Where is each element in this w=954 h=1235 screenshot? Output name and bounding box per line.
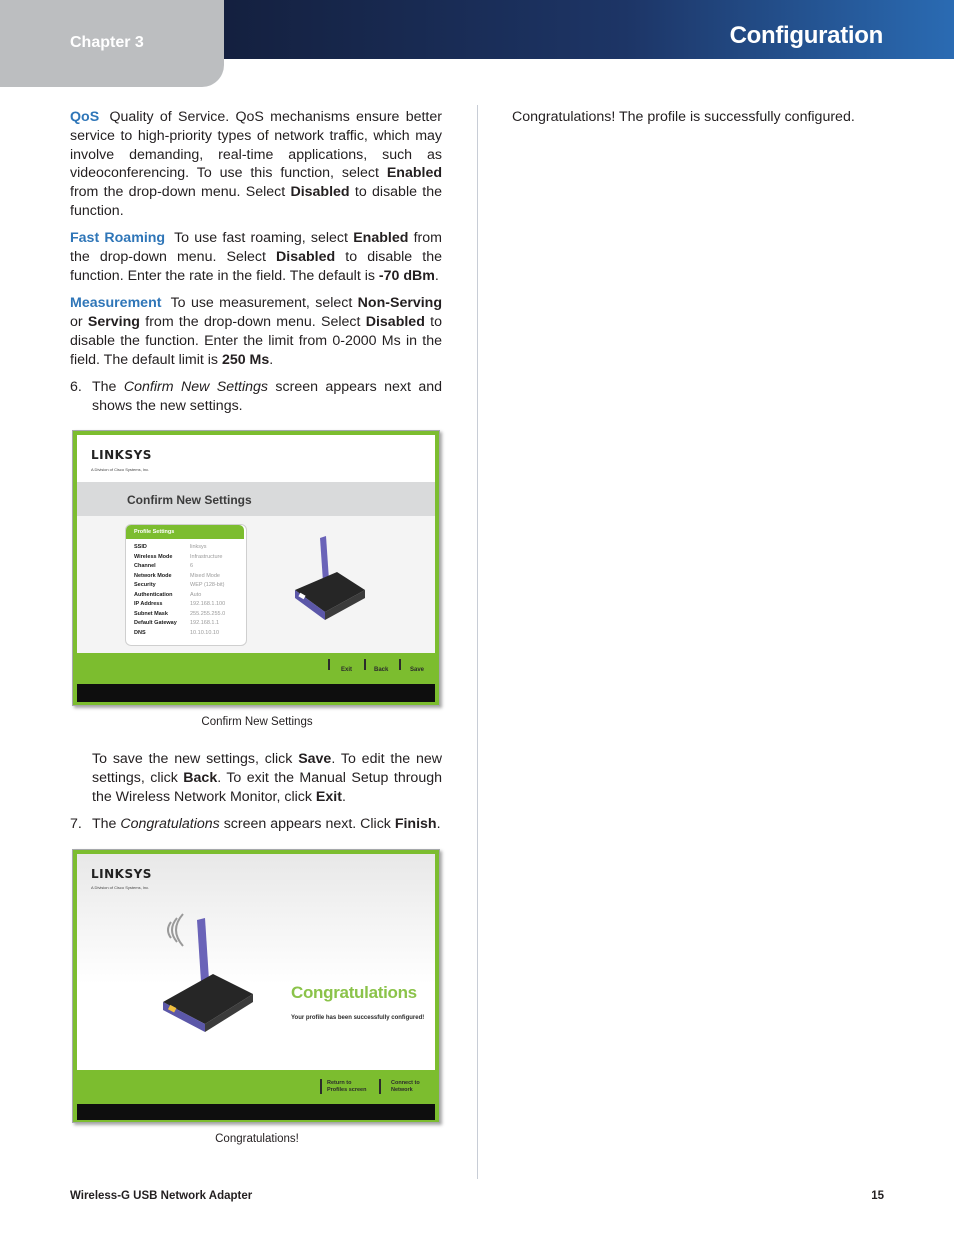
connect-line-1: Connect to — [391, 1079, 420, 1086]
congratulations-figure — [72, 849, 442, 1149]
step-7-screen-name: Congratulations — [120, 816, 220, 833]
screen-footer — [77, 653, 435, 680]
save-text-4: . — [341, 788, 346, 805]
button-separator — [328, 659, 330, 670]
congratulations-subtitle: Your profile has been successfully configured! — [291, 1014, 425, 1021]
step-6-text-1: The — [92, 378, 124, 395]
linksys-logo-sub: A Division of Cisco Systems, Inc. — [91, 884, 150, 890]
m-text-1: To use measurement, select — [170, 295, 358, 312]
page-title: Configuration — [729, 22, 883, 49]
profile-value: Mixed Mode — [190, 572, 220, 579]
profile-value: Auto — [190, 591, 202, 598]
qos-term: QoS — [70, 109, 100, 125]
save-text-1: To save the new settings, click — [92, 751, 299, 768]
step-6 — [70, 378, 442, 416]
fr-text-1: To use fast roaming, select — [174, 230, 354, 247]
profile-settings-card — [125, 524, 247, 646]
screen-title-bar — [77, 482, 435, 516]
profile-settings-header: Profile Settings — [126, 525, 244, 539]
save-instructions — [70, 750, 442, 806]
qos-text-1: Quality of Service. QoS mechanisms ensure better service to high-priority types of network traffic, which may involve demanding, real-time applications, such as videoconferencing. To use this function, select — [70, 109, 442, 182]
m-serving: Serving — [87, 313, 140, 330]
footer-product-name: Wireless-G USB Network Adapter — [70, 1190, 253, 1202]
fr-text-4: . — [434, 267, 439, 284]
chapter-tab — [0, 0, 224, 87]
usb-adapter-illustration — [277, 530, 377, 630]
m-text-4: to disable the function. Enter the limit from 0-2000 Ms in the field. The default limit is — [70, 313, 443, 368]
profile-key: Authentication — [134, 591, 173, 598]
confirm-settings-window — [77, 435, 435, 680]
step-6-text-2: screen appears next and shows the new settings. — [92, 378, 443, 414]
screen-bottom-bar — [77, 684, 435, 702]
return-to-profiles-button[interactable] — [327, 1080, 366, 1095]
finish-word: Finish — [394, 816, 437, 833]
qos-text-3: to disable the function. — [70, 184, 442, 219]
return-line-1: Return to — [327, 1079, 352, 1086]
step-7 — [70, 815, 442, 834]
column-divider — [477, 105, 478, 1179]
profile-key: SSID — [134, 544, 147, 551]
connect-line-2: Network — [391, 1087, 413, 1094]
step-7-number: 7. — [70, 816, 82, 833]
step-7-text-2: screen appears next. Click — [219, 816, 395, 833]
profile-key: Wireless Mode — [134, 553, 173, 560]
congratulations-paragraph: Congratulations! The profile is successfully configured. — [512, 109, 855, 125]
measurement-term: Measurement — [70, 295, 162, 312]
screen-body — [77, 516, 435, 653]
step-6-number: 6. — [70, 378, 82, 395]
qos-disabled: Disabled — [290, 184, 350, 201]
congratulations-window — [77, 854, 435, 1070]
m-text-5: . — [269, 351, 274, 368]
profile-key: IP Address — [134, 601, 163, 608]
screen-footer — [77, 1070, 435, 1104]
linksys-logo-sub: A Division of Cisco Systems, Inc. — [91, 467, 150, 473]
back-button[interactable]: Back — [374, 667, 389, 674]
save-text-2: . To edit the new settings, click — [92, 751, 442, 787]
linksys-logo: LINKSYS — [91, 866, 152, 881]
exit-button[interactable]: Exit — [341, 667, 353, 674]
linksys-logo: LINKSYS — [91, 448, 152, 463]
confirm-settings-figure — [72, 430, 442, 732]
return-line-2: Profiles screen — [327, 1087, 367, 1094]
screen-bottom-bar — [77, 1104, 435, 1120]
header-band — [224, 0, 954, 59]
confirm-settings-screenshot — [72, 430, 440, 706]
profile-value: 6 — [190, 563, 194, 570]
fr-disabled: Disabled — [276, 249, 336, 266]
congratulations-title: Congratulations — [291, 982, 417, 1002]
right-column — [512, 108, 884, 135]
chapter-label: Chapter 3 — [70, 34, 144, 51]
button-separator — [320, 1079, 322, 1094]
profile-key: Network Mode — [134, 572, 172, 579]
m-text-2: or — [70, 313, 88, 330]
fr-default: -70 dBm — [378, 267, 435, 284]
m-disabled: Disabled — [365, 313, 425, 330]
screen-title: Confirm New Settings — [127, 493, 252, 508]
profile-value: linksys — [190, 544, 207, 551]
button-separator — [364, 659, 366, 670]
figure-caption: Congratulations! — [215, 1132, 299, 1145]
left-column — [70, 108, 442, 1167]
qos-text-2: from the drop-down menu. Select — [70, 184, 291, 201]
figure-caption: Confirm New Settings — [201, 716, 313, 729]
congratulations-screenshot — [72, 849, 440, 1123]
fr-enabled: Enabled — [353, 230, 409, 247]
fast-roaming-paragraph — [70, 229, 442, 285]
profile-key: Security — [134, 582, 156, 589]
back-word: Back — [183, 770, 218, 787]
step-6-screen-name: Confirm New Settings — [123, 378, 269, 395]
qos-paragraph — [70, 108, 442, 221]
m-non-serving: Non-Serving — [357, 295, 443, 312]
save-word: Save — [298, 751, 332, 768]
profile-key: Subnet Mask — [134, 610, 168, 617]
m-default: 250 Ms — [221, 351, 270, 368]
connect-to-network-button[interactable] — [391, 1080, 420, 1095]
exit-word: Exit — [315, 788, 342, 805]
qos-enabled: Enabled — [386, 165, 442, 182]
usb-adapter-illustration — [157, 902, 277, 1032]
profile-value: Infrastructure — [190, 553, 223, 560]
profile-value: 10.10.10.10 — [190, 629, 220, 636]
fr-text-3: to disable the function. Enter the rate in the field. The default is — [70, 249, 443, 284]
button-separator — [379, 1079, 381, 1094]
fast-roaming-term: Fast Roaming — [70, 230, 166, 247]
profile-value: WEP (128-bit) — [190, 582, 225, 589]
profile-key: Channel — [134, 563, 156, 570]
profile-key: DNS — [134, 629, 146, 636]
profile-value: 255.255.255.0 — [190, 610, 226, 617]
profile-value: 192.168.1.100 — [190, 601, 226, 608]
step-7-text-1: The — [92, 816, 121, 833]
page-number: 15 — [871, 1190, 884, 1202]
fr-text-2: from the drop-down menu. Select — [70, 230, 442, 266]
profile-value: 192.168.1.1 — [190, 620, 220, 627]
profile-key: Default Gateway — [134, 620, 177, 627]
step-7-text-3: . — [436, 816, 441, 833]
save-button[interactable]: Save — [410, 667, 425, 674]
measurement-paragraph — [70, 294, 442, 369]
m-text-3: from the drop-down menu. Select — [139, 313, 366, 330]
save-text-3: . To exit the Manual Setup through the Wireless Network Monitor, click — [92, 770, 442, 805]
button-separator — [399, 659, 401, 670]
